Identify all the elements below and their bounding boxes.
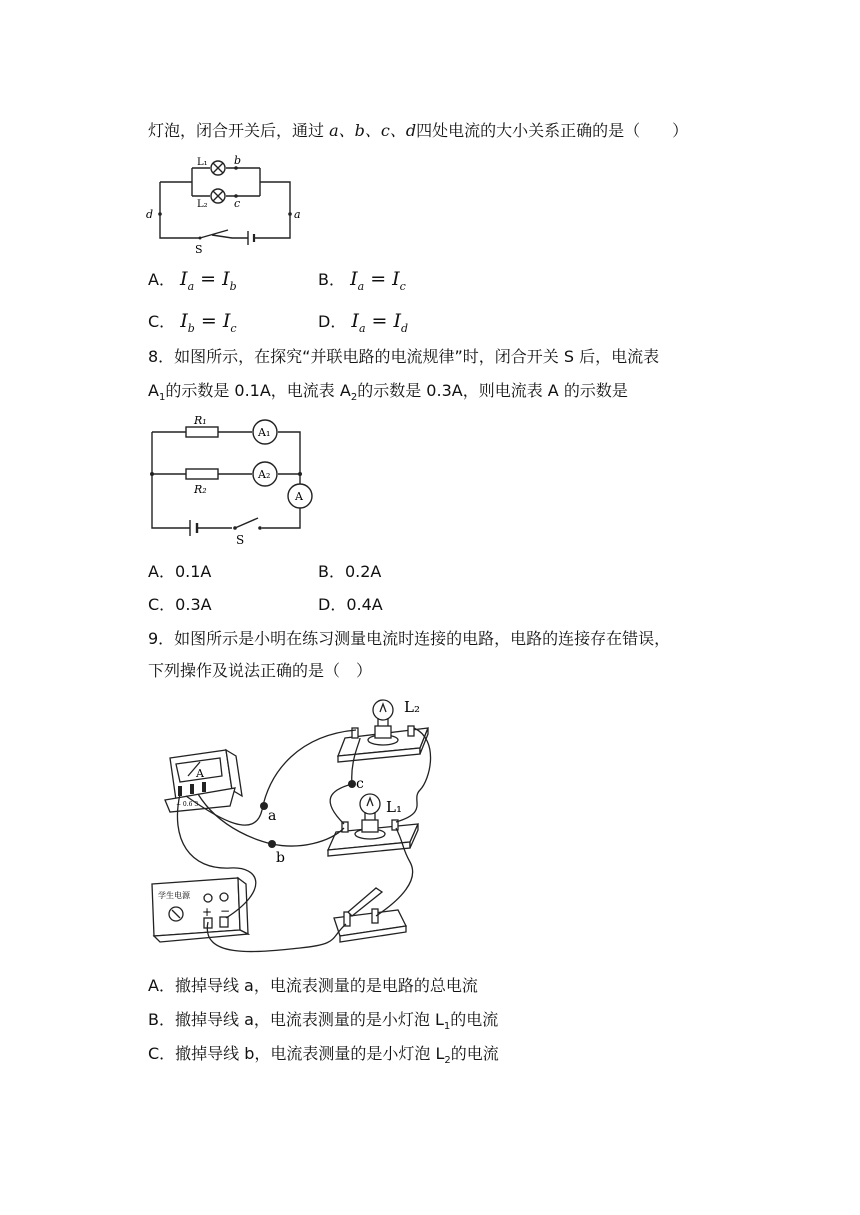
q7-option-c: C． $I_b = I_c$: [148, 310, 237, 335]
q9-fig-meter: A: [196, 767, 204, 780]
q9-fig-plus: +: [202, 905, 213, 919]
q8-fig-r1: R₁: [194, 414, 207, 427]
q8-fig-a: A: [295, 490, 303, 503]
q7-fig-l2: L₂: [197, 199, 208, 210]
q8-option-d: D．0.4A: [318, 595, 383, 614]
q9-fig-c: c: [356, 776, 364, 792]
q9-fig-minus: −: [220, 904, 231, 918]
q9-fig-a: a: [268, 808, 277, 824]
q7-fig-l1: L₁: [197, 157, 208, 168]
q9-fig-meter-terms: − 0.6 3: [176, 801, 199, 808]
q9-fig-l1: L₁: [386, 798, 402, 816]
q7-stem: 灯泡，闭合开关后，通过 a、b、c、d四处电流的大小关系正确的是（ ）: [148, 121, 689, 140]
q7-option-b: B． $I_a = I_c$: [318, 268, 406, 293]
q9-fig-power: 学生电源: [158, 891, 190, 900]
q9-fig-l2: L₂: [404, 698, 420, 716]
q9-stem-line1: 9．如图所示是小明在练习测量电流时连接的电路，电路的连接存在错误，: [148, 629, 671, 648]
q7-stem-vars: a、b、c、d: [329, 121, 417, 140]
q8-option-c: C．0.3A: [148, 595, 212, 614]
q8-fig-a1: A₁: [258, 426, 271, 439]
q9-option-b: B．撤掉导线 a，电流表测量的是小灯泡 $L_1$的电流: [148, 1010, 499, 1033]
q7-fig-a: a: [294, 208, 301, 221]
q8-stem-line2: $A_1$的示数是 0.1A，电流表 $A_2$的示数是 0.3A，则电流表 A 的示数是: [148, 381, 628, 404]
q9-option-c: C．撤掉导线 b，电流表测量的是小灯泡 $L_2$的电流: [148, 1044, 499, 1067]
q7-fig-s: S: [195, 243, 203, 256]
q8-option-a: A．0.1A: [148, 562, 212, 581]
q8-fig-s: S: [236, 533, 245, 547]
q8-fig-r2: R₂: [194, 483, 207, 496]
q7-fig-d: d: [146, 208, 154, 221]
q8-option-b: B．0.2A: [318, 562, 382, 581]
q9-fig-b: b: [276, 850, 285, 866]
q9-option-a: A．撤掉导线 a，电流表测量的是电路的总电流: [148, 976, 478, 995]
q9-stem-line2: 下列操作及说法正确的是（ ）: [148, 661, 373, 680]
q8-stem-line1: 8．如图所示，在探究“并联电路的电流规律”时，闭合开关 S 后，电流表: [148, 347, 660, 366]
q7-option-d: D． $I_a = I_d$: [318, 310, 409, 335]
q8-fig-a2: A₂: [258, 468, 271, 481]
q7-fig-c: c: [234, 197, 241, 210]
q7-option-a: A． $I_a = I_b$: [148, 268, 237, 293]
q7-fig-b: b: [234, 154, 242, 167]
